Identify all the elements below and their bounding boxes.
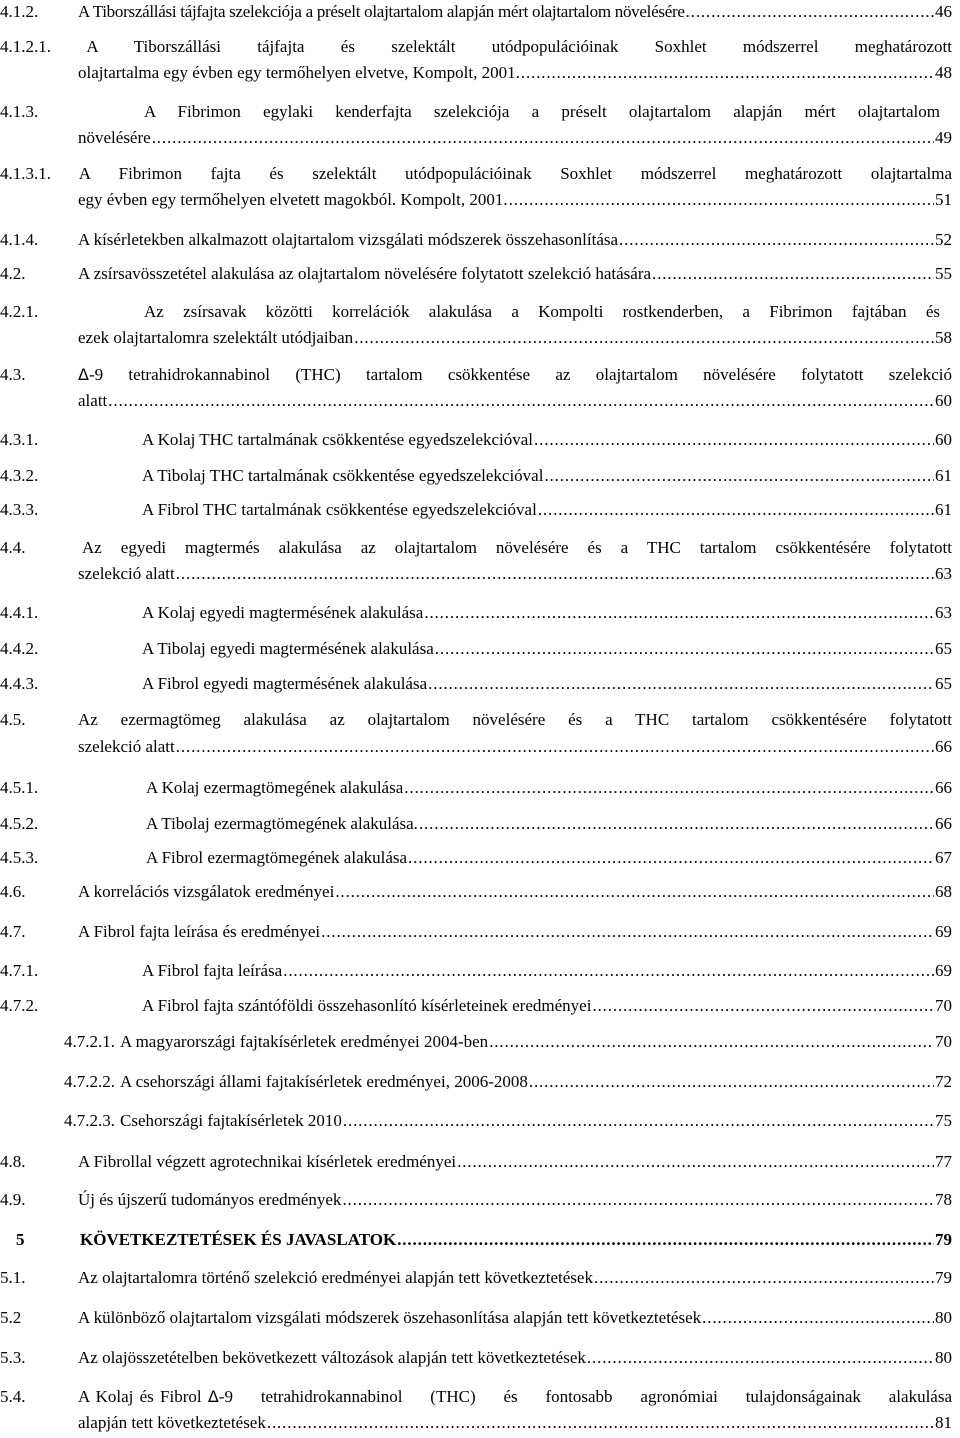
toc-page: 58: [935, 328, 952, 347]
toc-number: 4.3.: [0, 365, 26, 384]
toc-page: 66: [935, 778, 952, 797]
toc-leader: [586, 1346, 934, 1370]
toc-title: növelésére: [78, 128, 151, 147]
toc-title: Az olajtartalomra történő szelekció eredményei alapján tett következtetések: [78, 1268, 593, 1287]
toc-page: 65: [935, 674, 952, 693]
toc-number: 4.5.2.: [0, 814, 39, 833]
toc-number: 4.7.2.: [0, 996, 39, 1015]
toc-number: 4.7.: [0, 922, 26, 941]
toc-title: A Tiborszállási tájfajta szelekciója a préselt olajtartalom alapján mért olajtartalom növelésére: [78, 2, 685, 21]
toc-number: 5.4.: [0, 1387, 26, 1406]
toc-leader: [282, 959, 934, 983]
toc-number: 4.2.: [0, 264, 26, 283]
toc-leader: [175, 735, 934, 759]
toc-title: A Fibrol fajta leírása és eredményei: [78, 922, 321, 941]
toc-number: 4.7.2.2.: [64, 1072, 115, 1091]
toc-title: -9 tetrahidrokannabinol (THC) tartalom csökkentése az olajtartalom növelésére folytatott szelekció: [88, 365, 952, 384]
toc-leader: [651, 262, 934, 286]
toc-page: 72: [935, 1072, 952, 1091]
toc-number: 4.1.3.1.: [0, 164, 51, 183]
toc-page: 52: [935, 230, 952, 249]
toc-title: A korrelációs vizsgálatok eredményei: [78, 882, 335, 901]
toc-number: 4.4.2.: [0, 639, 39, 658]
toc-title: A Kolaj THC tartalmának csökkentése egyedszelekcióval: [142, 430, 534, 449]
toc-title: ezek olajtartalomra szelektált utódjaiban: [78, 328, 354, 347]
toc-leader: [407, 846, 934, 870]
toc-page: 79: [935, 1230, 952, 1249]
toc-leader: [423, 601, 934, 625]
toc-page: 60: [935, 391, 952, 410]
toc-leader: [618, 228, 934, 252]
toc-number: 4.3.1.: [0, 430, 39, 449]
toc-number: 4.9.: [0, 1190, 26, 1209]
toc-title: A Fibrimon fajta és szelektált utódpopulációinak Soxhlet módszerrel meghatározott olajtartalma: [78, 164, 952, 183]
toc-page: 46: [935, 2, 952, 21]
toc-number: 5.3.: [0, 1348, 26, 1367]
toc-leader: [151, 126, 934, 150]
toc-title: A Fibrol fajta szántóföldi összehasonlító kísérleteinek eredményei: [142, 996, 592, 1015]
toc-page: 80: [935, 1348, 952, 1367]
toc-title: A Fibrol fajta leírása: [142, 961, 283, 980]
toc-title: A Kolaj és Fibrol: [78, 1387, 208, 1406]
toc-leader: [396, 1228, 934, 1252]
toc-number: 4.8.: [0, 1152, 26, 1171]
toc-page: 80: [935, 1308, 952, 1327]
toc-number: 4.5.3.: [0, 848, 39, 867]
toc-number: 4.1.2.1.: [0, 37, 51, 56]
toc-title: A magyarországi fajtakísérletek eredményei 2004-ben: [120, 1032, 489, 1051]
toc-page: 77: [935, 1152, 952, 1171]
toc-leader: [342, 1109, 934, 1133]
toc-page: 69: [935, 922, 952, 941]
toc-title: A csehországi állami fajtakísérletek eredményei, 2006-2008: [120, 1072, 528, 1091]
toc-title: alapján tett következtetések: [78, 1413, 266, 1432]
toc-title: A Tiborszállási tájfajta és szelektált utódpopulációinak Soxhlet módszerrel meghatározott: [86, 37, 952, 56]
toc-page: 75: [935, 1111, 952, 1130]
toc-title: A Kolaj egyedi magtermésének alakulása: [142, 603, 424, 622]
toc-page: 55: [935, 264, 952, 283]
toc-number: 4.4.3.: [0, 674, 39, 693]
toc-number: 5.1.: [0, 1268, 26, 1287]
toc-number: 4.3.2.: [0, 466, 39, 485]
toc-title: A Fibrimon egylaki kenderfajta szelekciója a préselt olajtartalom alapján mért olajtartalom: [144, 102, 940, 121]
toc-page: 61: [935, 500, 952, 519]
toc-number: 4.3.3.: [0, 500, 39, 519]
toc-number: 4.4.1.: [0, 603, 39, 622]
toc-leader: [427, 672, 934, 696]
toc-leader: [320, 920, 934, 944]
toc-page: 63: [935, 603, 952, 622]
toc-number: 4.2.1.: [0, 302, 39, 321]
toc-title: Az ezermagtömeg alakulása az olajtartalom növelésére és a THC tartalom csökkentésére folytatott: [78, 710, 952, 729]
toc-leader: [175, 562, 934, 586]
toc-title: A Fibrol egyedi magtermésének alakulása: [142, 674, 428, 693]
toc-page: 67: [935, 848, 952, 867]
toc-leader: [528, 1070, 934, 1094]
toc-title: szelekció alatt: [78, 564, 175, 583]
toc-leader: [701, 1306, 934, 1330]
toc-page: 65: [935, 639, 952, 658]
toc-leader: [543, 464, 934, 488]
toc-number: 4.7.2.3.: [64, 1111, 115, 1130]
toc-page: 78: [935, 1190, 952, 1209]
toc-title: A Tibolaj ezermagtömegének alakulása.: [146, 814, 418, 833]
toc-page: 69: [935, 961, 952, 980]
toc-number: 4.7.2.1.: [64, 1032, 115, 1051]
toc-title: olajtartalma egy évben egy termőhelyen elvetve, Kompolt, 2001.: [78, 63, 520, 82]
toc-title: A különböző olajtartalom vizsgálati módszerek öszehasonlítása alapján tett következtetések: [78, 1308, 702, 1327]
toc-title: A Fibrol ezermagtömegének alakulása: [146, 848, 408, 867]
toc-title: A Fibrollal végzett agrotechnikai kísérletek eredményei: [78, 1152, 457, 1171]
toc-title: Csehországi fajtakísérletek 2010: [120, 1111, 342, 1130]
toc-title: alatt: [78, 391, 108, 410]
toc-page: 60: [935, 430, 952, 449]
toc-number: 4.1.3.: [0, 102, 39, 121]
toc-page: 49: [935, 128, 952, 147]
toc-title: A kísérletekben alkalmazott olajtartalom vizsgálati módszerek összehasonlítása: [78, 230, 619, 249]
toc-page: 66: [935, 737, 952, 756]
delta-symbol: Δ: [78, 365, 89, 384]
toc-title: Az egyedi magtermés alakulása az olajtartalom növelésére és a THC tartalom csökkentésére folytatott: [82, 538, 952, 557]
toc-number: 4.7.1.: [0, 961, 39, 980]
toc-number: 4.1.2.: [0, 2, 39, 21]
toc-number: 4.4.: [0, 538, 26, 557]
toc-leader: [434, 637, 934, 661]
toc-page: 70: [935, 1032, 952, 1051]
toc-leader: [591, 994, 934, 1018]
toc-page: 79: [935, 1268, 952, 1287]
toc-leader: [341, 1188, 934, 1212]
toc-title: A Tibolaj egyedi magtermésének alakulása: [142, 639, 434, 658]
toc-leader: [107, 389, 934, 413]
toc-page: 61: [935, 466, 952, 485]
toc-title: Az olajösszetételben bekövetkezett változások alapján tett következtetések: [78, 1348, 586, 1367]
toc-number: 4.5.: [0, 710, 26, 729]
toc-page: 66: [935, 814, 952, 833]
toc-number: 4.5.1.: [0, 778, 39, 797]
toc-title: Új és újszerű tudományos eredmények: [78, 1190, 342, 1209]
toc-title: egy évben egy termőhelyen elvetett magokból. Kompolt, 2001.: [78, 190, 508, 209]
toc-number: 4.1.4.: [0, 230, 39, 249]
toc-title: A Fibrol THC tartalmának csökkentése egyedszelekcióval: [142, 500, 537, 519]
toc-title: szelekció alatt: [78, 737, 175, 756]
toc-leader: [353, 326, 934, 350]
toc-leader: [266, 1411, 934, 1435]
toc-leader: [537, 498, 934, 522]
toc-leader: [593, 1266, 934, 1290]
toc-leader: [685, 0, 934, 24]
toc-leader: [520, 61, 934, 85]
delta-symbol: Δ: [207, 1387, 219, 1406]
toc-page: 68: [935, 882, 952, 901]
toc-leader: [508, 188, 934, 212]
toc-number: 5: [16, 1230, 25, 1249]
toc-leader: [334, 880, 934, 904]
toc-page: 48: [935, 63, 952, 82]
toc-page: 70: [935, 996, 952, 1015]
toc-title: Az zsírsavak közötti korrelációk alakulása a Kompolti rostkenderben, a Fibrimon fajtában és: [144, 302, 940, 321]
toc-leader: [456, 1150, 934, 1174]
toc-leader: [403, 776, 934, 800]
toc-number: 4.6.: [0, 882, 26, 901]
toc-leader: [418, 812, 934, 836]
toc-title: A Kolaj ezermagtömegének alakulása: [146, 778, 404, 797]
toc-number: 5.2: [0, 1308, 22, 1327]
toc-title: KÖVETKEZTETÉSEK ÉS JAVASLATOK: [80, 1230, 397, 1249]
toc-title: A zsírsavösszetétel alakulása az olajtartalom növelésére folytatott szelekció hatására: [78, 264, 652, 283]
toc-leader: [533, 428, 934, 452]
toc-leader: [488, 1030, 934, 1054]
toc-page: 81: [935, 1413, 952, 1432]
toc-page: 63: [935, 564, 952, 583]
toc-title: A Tibolaj THC tartalmának csökkentése egyedszelekcióval: [142, 466, 544, 485]
toc-page: 51: [935, 190, 952, 209]
toc-title: -9 tetrahidrokannabinol (THC) és fontosabb agronómiai tulajdonságainak alakulása: [218, 1387, 952, 1406]
